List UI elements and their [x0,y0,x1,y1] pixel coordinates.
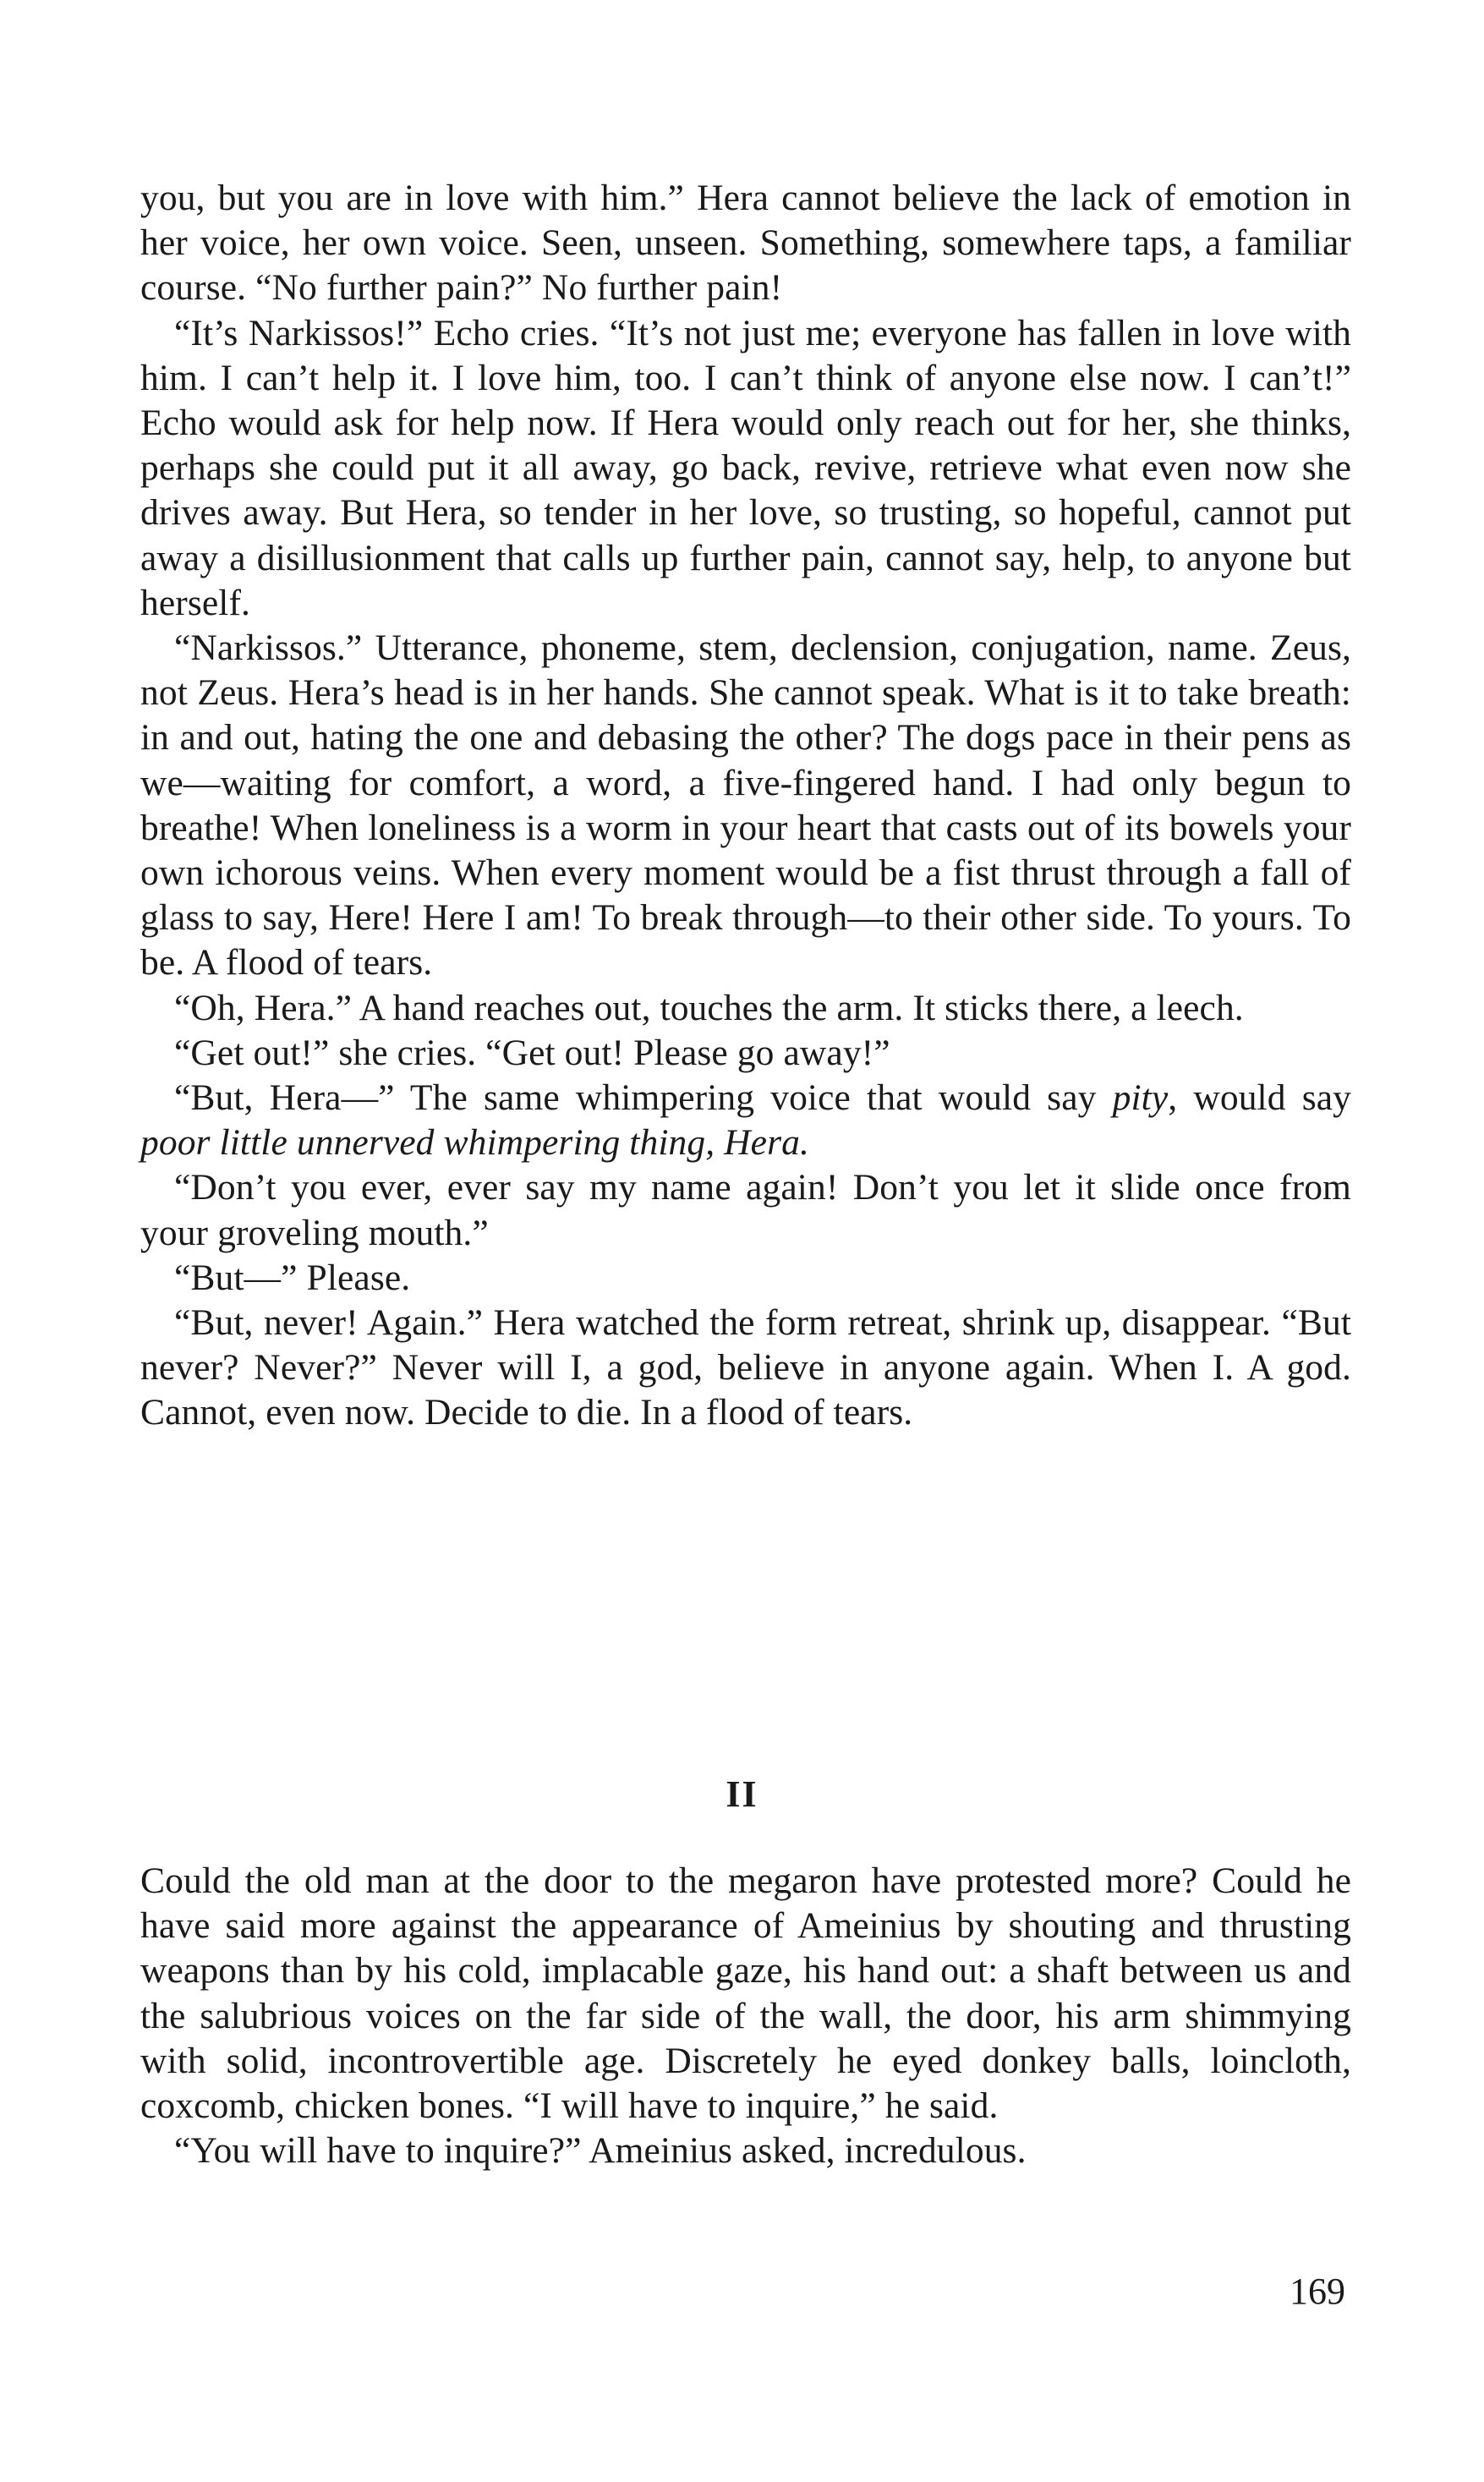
paragraph-6-italic-phrase: poor little unnerved whimpering thing, Hera. [140,1122,809,1164]
paragraph-8: “But—” Please. [174,1257,411,1298]
paragraph-6-italic-pity: pity [1112,1077,1169,1119]
paragraph-6-text-a: “But, Hera—” The same whimpering voice that would say [174,1077,1113,1119]
section-two-paragraph-2: “You will have to inquire?” Ameinius asked, incredulous. [174,2130,1027,2172]
paragraph-6 [140,1076,1351,1165]
section-one-text [140,176,1351,1436]
section-two-text [140,1859,1351,2173]
paragraph-6-text-b: , would say [1168,1077,1351,1119]
section-heading: II [726,1773,758,1815]
paragraph-2: “It’s Narkissos!” Echo cries. “It’s not just me; everyone has fallen in love with him. I can’t help it. I love him, too. I can’t think of anyone else now. I can’t!” Echo would ask for help now. If Hera would only reach out for her, she thinks, perhaps she could put it all away, go back, revive, retrieve what even now she drives away. But Hera, so tender in her love, so trusting, so hopeful, cannot put away a disillusionment that calls up further pain, cannot say, help, to anyone but herself. [140,312,1351,623]
paragraph-5: “Get out!” she cries. “Get out! Please go away!” [174,1032,890,1073]
paragraph-7: “Don’t you ever, ever say my name again! Don’t you let it slide once from your groveling mouth.” [140,1167,1351,1253]
section-two-paragraph-1: Could the old man at the door to the megaron have protested more? Could he have said more against the appearance of Ameinius by shouting and thrusting weapons than by his cold, implacable gaze, his hand out: a shaft between us and the salubrious voices on the far side of the wall, the door, his arm shimmying with solid, incontrovertible age. Discretely he eyed donkey balls, loincloth, coxcomb, chicken bones. “I will have to inquire,” he said. [140,1860,1351,2127]
paragraph-3: “Narkissos.” Utterance, phoneme, stem, declension, conjugation, name. Zeus, not Zeus. Hera’s head is in her hands. She cannot speak. What is it to take breath: in and out, hating the one and debasing the other? The dogs pace in their pens as we—waiting for comfort, a word, a five-fingered hand. I had only begun to breathe! When loneliness is a worm in your heart that casts out of its bowels your own ichorous veins. When every moment would be a fist thrust through a fall of glass to say, Here! Here I am! To break through—to their other side. To yours. To be. A flood of tears. [140,627,1351,983]
paragraph-1: you, but you are in love with him.” Hera cannot believe the lack of emotion in her voice, her own voice. Seen, unseen. Something, somewhere taps, a familiar course. “No further pain?” No further pain! [140,178,1351,309]
paragraph-4: “Oh, Hera.” A hand reaches out, touches the arm. It sticks there, a leech. [174,987,1244,1028]
page-number: 169 [1290,2271,1345,2312]
paragraph-9: “But, never! Again.” Hera watched the form retreat, shrink up, disappear. “But never? Never?” Never will I, a god, believe in anyone again. When I. A god. Cannot, even now. Decide to die. In a flood of tears. [140,1302,1351,1433]
